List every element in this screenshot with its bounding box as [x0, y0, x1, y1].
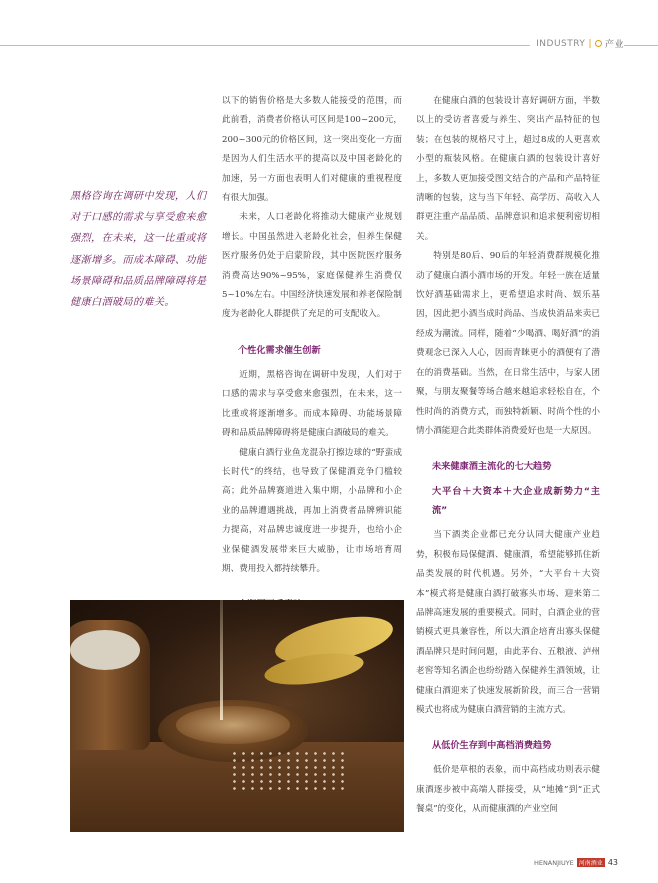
liquor-photo: [70, 600, 404, 832]
magazine-name: HENANJIUYE: [533, 858, 574, 867]
column-left: [222, 92, 402, 620]
jar-lid: [70, 630, 140, 670]
paragraph: 健康白酒行业鱼龙混杂打擦边球的“野蛮成长时代”的终结，也导致了保健酒竞争门槛较高；此外品牌赛道进入集中期，小品牌和小企业的品牌遭遇挑战，再加上消费者品牌辨识能力提高，对品牌忠诚度进一步提升，也给小企业保健酒发展带来巨大威胁，让市场培育周期、费用投入都持续攀升。: [222, 447, 402, 574]
paragraph: 近期，黑格咨询在调研中发现，人们对于口感的需求与享受愈来愈强烈，在未来，这一比重或将逐渐增多。而成本障碍、功能场景障碍和品质品牌障碍将是健康白酒破局的难关。: [222, 369, 402, 439]
sub-heading: 大平台＋大资本＋大企业成新势力“主流”: [432, 486, 600, 517]
section-label: INDUSTRY: [536, 38, 586, 49]
section-heading: 从低价生存到中高档消费趋势: [432, 740, 552, 752]
rice-grains: [230, 750, 350, 790]
category-label: 产业: [604, 40, 624, 50]
section-heading: 未来健康酒主流化的七大趋势: [432, 461, 552, 473]
magazine-badge: 河南酒业: [578, 860, 603, 867]
column-right: [416, 92, 600, 820]
circle-icon: [595, 40, 602, 47]
pull-quote: 黑格咨询在调研中发现，人们对于口感的需求与享受愈来愈强烈，在未来，这一比重或将逐渐增多。而成本障碍、功能场景障碍和品质品牌障碍将是健康白酒破局的难关。: [70, 191, 207, 309]
paragraph: 当下酒类企业都已充分认同大健康产业趋势，积极布局保健酒、健康酒，希望能够抓住新品类发展的时代机遇。另外，“大平台＋大资本”模式将是健康白酒打破寡头市场、迎来第二品牌高速发展的重要模式。同时，白酒企业的营销模式更具兼容性，所以大酒企培育出寡头保健酒品牌只是时间问题，由此茅台、五粮液、泸州老窖等知名酒企也纷纷踏入保健养生酒领域，让健康白酒迎来了快速发展新阶段，而三合一营销模式也将成为健康白酒营销的主流方式。: [416, 530, 600, 715]
page-footer: [534, 858, 618, 867]
page-number: 43: [607, 858, 618, 867]
header-divider: |: [588, 38, 592, 49]
paragraph: 未来，人口老龄化将推动大健康产业规划增长。中国虽然进入老龄化社会，但养生保健医疗服务仍处于启蒙阶段，其中医院医疗服务消费高达90%~95%，家庭保健养生消费仅5~10%左右。中国经济快速发展和养老保险制度为老龄化人群提供了充足的可支配收入。: [222, 212, 402, 320]
section-heading: 个性化需求催生创新: [238, 344, 321, 356]
pouring-stream: [220, 600, 223, 720]
paragraph: 特别是80后、90后的年轻消费群规模化推动了健康白酒小酒市场的开发。年轻一族在适量饮好酒基础需求上，更希望追求时尚、娱乐基因，因此把小酒当成时尚品、当成快消品来卖已经成为潮流。同样，随着“少喝酒、喝好酒”的消费观念已深入人心，因而青睐更小的酒便有了潜在的消费基础。当然，在日常生活中，与家人团聚，与朋友聚餐等场合越来越追求轻松自在，个性时尚的消费方式，而独特新颖、时尚个性的小情小酒能迎合此类群体消费爱好也是一大原因。: [416, 251, 600, 436]
running-header: [530, 37, 624, 50]
paragraph: 低价是草根的表象，而中高档成功则表示健康酒逐步被中高端人群接受，从“地摊”到“正式餐桌”的变化，从而健康酒的产业空间: [416, 765, 600, 815]
paragraph: 以下的销售价格是大多数人能接受的范围，而此前看，消费者价格认可区间是100~200元，200~300元的价格区间，这一突出变化一方面是因为人们生活水平的提高以及中国老龄化的加速，另一方面也表明人们对健康的重视程度有很大加强。: [222, 96, 402, 204]
bowl-liquor: [176, 706, 290, 744]
paragraph: 在健康白酒的包装设计喜好调研方面，半数以上的受访者喜爱与养生、突出产品特征的包装；在包装的规格尺寸上，超过8成的人更喜欢小型的瓶装风格。在健康白酒的包装设计喜好上，多数人更加接受图文结合的产品和产品特征清晰的包装，这与当下年轻、高学历、高收入人群更注重产品品质、品牌意识和追求便利密切相关。: [416, 96, 600, 242]
